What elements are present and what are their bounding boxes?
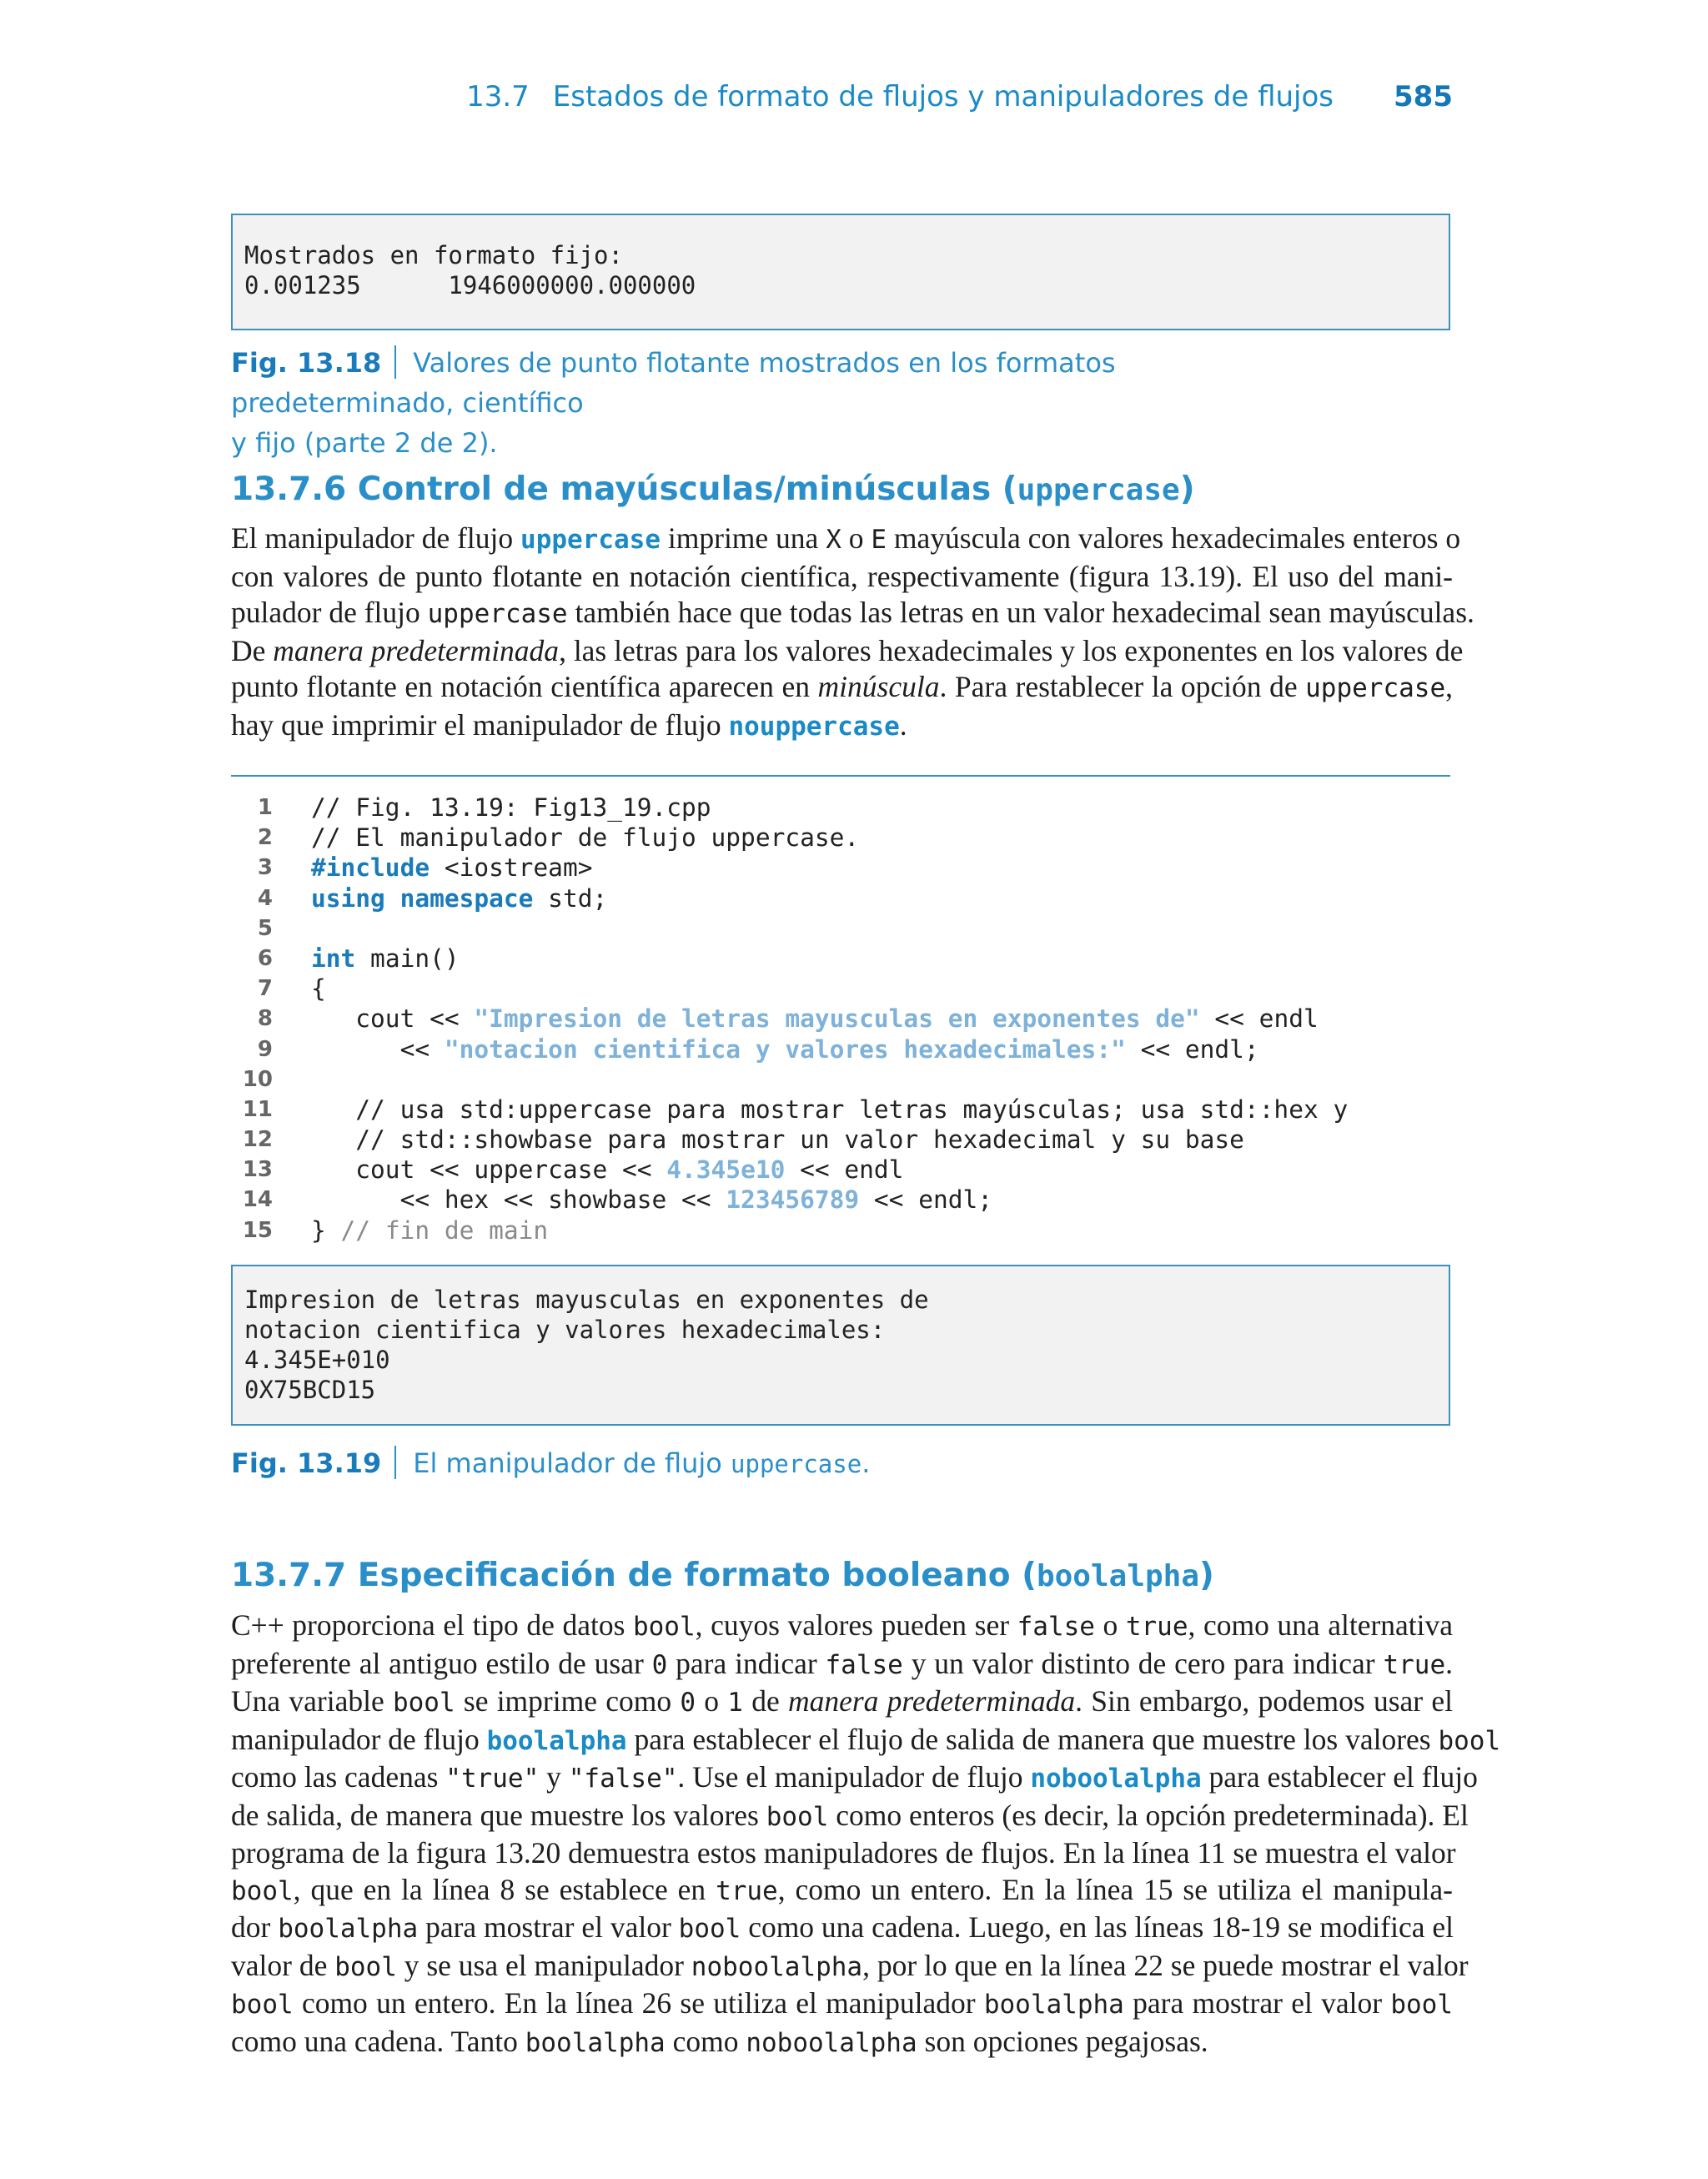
figure-label: Fig. 13.18 (231, 347, 382, 379)
text: , cuyos valores pueden ser (695, 1608, 1017, 1642)
code: bool (632, 1612, 696, 1642)
code-text: << endl (1199, 1004, 1319, 1034)
text: C++ proporciona el tipo de datos (231, 1608, 633, 1642)
code-line (231, 1004, 1450, 1034)
text: . Sin embargo, podemos usar el (1075, 1684, 1453, 1718)
code-line (231, 1125, 1450, 1155)
line-number: 8 (257, 1006, 273, 1032)
text-line (231, 1722, 1501, 1760)
text: . Para restablecer la opción de (939, 670, 1306, 703)
output-line: 4.345E+010 (244, 1346, 390, 1374)
code: uppercase (1305, 673, 1446, 703)
emphasis: manera predeterminada (273, 633, 560, 667)
text: y un valor distinto de cero para indicar (902, 1646, 1384, 1680)
code-number: 123456789 (726, 1185, 860, 1215)
code: noboolalpha (746, 2027, 917, 2058)
text: De (231, 633, 274, 667)
text: también hace que todas las letras en un valor hexadecimal sean mayúsculas. (567, 596, 1474, 629)
code-line (231, 1034, 1450, 1064)
line-number: 5 (257, 915, 273, 941)
code-line (231, 1095, 1450, 1125)
text: , como un entero. En la línea 15 se utiliza el manipula- (777, 1872, 1453, 1906)
text: para establecer el flujo (1201, 1760, 1478, 1794)
text: , como una alternativa (1188, 1608, 1454, 1642)
output-line: notacion cientifica y valores hexadecimales: (244, 1316, 886, 1344)
caption-text: y fijo (parte 2 de 2). (231, 427, 498, 459)
code-keyword: noboolalpha (1030, 1764, 1202, 1794)
text: o (1094, 1608, 1126, 1642)
text: . Use el manipulador de flujo (677, 1760, 1031, 1794)
section-number: 13.7.6 (231, 471, 347, 508)
code: true (716, 1875, 778, 1906)
code-text: << endl; (1125, 1034, 1259, 1064)
header-section-number: 13.7 (466, 80, 530, 113)
section-title-code: uppercase (1017, 473, 1180, 507)
text-line (231, 633, 1464, 670)
code-line (231, 883, 1450, 913)
code-comment: // std::showbase para mostrar un valor hexadecimal y su base (311, 1125, 1244, 1155)
text: . (899, 707, 907, 742)
code: boolalpha (278, 1914, 419, 1944)
code-keyword: int (311, 944, 356, 973)
text: como las cadenas (231, 1760, 446, 1794)
text: Una variable (231, 1684, 393, 1718)
text-line (231, 595, 1474, 633)
code-text: { (311, 974, 326, 1004)
figure-label: Fig. 13.19 (231, 1447, 382, 1479)
program-output-fig-13-19 (231, 1265, 1450, 1426)
text: , que en la línea 8 se establece en (293, 1872, 716, 1906)
text-line (231, 2024, 1453, 2062)
section-title: Especificación de formato booleano ( (357, 1557, 1037, 1594)
line-number: 10 (242, 1066, 273, 1092)
text: manipulador de flujo (231, 1722, 487, 1756)
text: punto flotante en notación científica aparecen en (231, 670, 818, 703)
text: , (1445, 670, 1453, 703)
code-keyword: uppercase (520, 525, 661, 555)
text-line (231, 1910, 1453, 1948)
text-line: programa de la figura 13.20 demuestra estos manipuladores de flujos. En la línea 11 se muestra el valor (231, 1836, 1456, 1870)
output-line: Impresion de letras mayusculas en exponentes de (244, 1286, 929, 1314)
code-text: std; (533, 883, 608, 913)
text: o (696, 1684, 728, 1718)
output-line: 0.001235 1946000000.000000 (244, 271, 696, 299)
code: "false" (568, 1764, 678, 1794)
caption-divider (394, 345, 396, 379)
code: boolalpha (983, 1990, 1124, 2020)
code: bool (231, 1990, 294, 2020)
caption-code: uppercase (731, 1450, 862, 1478)
text: se imprime como (455, 1684, 681, 1718)
code: noboolalpha (691, 1951, 863, 1982)
line-number: 6 (257, 945, 273, 971)
text: preferente al antiguo estilo de usar (231, 1646, 652, 1680)
output-line: 0X75BCD15 (244, 1376, 376, 1404)
code: bool (766, 1801, 829, 1832)
text: o (841, 521, 872, 555)
text: . (1445, 1646, 1453, 1680)
text: , las letras para los valores hexadecimales y los exponentes en los valores de (559, 633, 1464, 667)
caption-text: . (862, 1447, 871, 1479)
code-line (231, 823, 1450, 853)
text: para establecer el flujo de salida de manera que muestre los valores (626, 1722, 1439, 1756)
code-string: "Impresion de letras mayusculas en exponentes de" (474, 1004, 1200, 1034)
code: "true" (445, 1764, 540, 1794)
code: false (1017, 1612, 1095, 1642)
text-line (231, 1608, 1453, 1646)
text: hay que imprimir el manipulador de flujo (231, 707, 729, 742)
code-line (231, 793, 1450, 823)
code: bool (678, 1914, 741, 1944)
header-section-title: Estados de formato de flujos y manipuladores de flujos (552, 80, 1334, 113)
code-text: cout << (311, 1004, 475, 1034)
text-line (231, 521, 1461, 559)
code: 1 (727, 1688, 743, 1718)
text: mayúscula con valores hexadecimales enteros o (887, 521, 1461, 555)
code-text: << (311, 1034, 445, 1064)
code-listing-fig-13-19 (231, 793, 1450, 1246)
code-keyword: nouppercase (728, 711, 900, 742)
text: como enteros (es decir, la opción predeterminada). El (828, 1798, 1469, 1832)
figure-caption-13-19 (231, 1443, 1315, 1484)
text: , por lo que en la línea 22 se puede mostrar el valor (862, 1948, 1469, 1982)
text: de (742, 1684, 788, 1718)
text: pulador de flujo (231, 596, 428, 629)
text-line (231, 1985, 1453, 2024)
text-line (231, 1872, 1453, 1910)
code: 0 (651, 1649, 668, 1680)
text: y se usa el manipulador (396, 1948, 691, 1982)
code: uppercase (427, 599, 568, 629)
code-keyword: boolalpha (486, 1725, 627, 1756)
code: true (1383, 1649, 1446, 1680)
code: bool (1438, 1725, 1501, 1756)
text: como (665, 2024, 746, 2058)
caption-divider (394, 1446, 396, 1479)
line-number: 9 (257, 1036, 273, 1062)
code-text: <iostream> (430, 853, 593, 883)
code-text: << endl; (859, 1185, 993, 1215)
text: para mostrar el valor (1123, 1986, 1391, 2020)
code-text: cout << uppercase << (311, 1155, 667, 1185)
line-number: 2 (257, 825, 273, 851)
section-heading-13-7-7 (231, 1557, 1214, 1594)
code: E (871, 525, 887, 555)
code: true (1125, 1612, 1188, 1642)
text: para mostrar el valor (418, 1910, 679, 1944)
code-number: 4.345e10 (666, 1155, 786, 1185)
code-line (231, 1185, 1450, 1215)
figure-caption-13-18 (231, 343, 1315, 463)
line-number: 12 (242, 1127, 273, 1153)
page-number: 585 (1394, 80, 1453, 113)
code: 0 (680, 1688, 696, 1718)
text: valor de (231, 1948, 335, 1982)
text-line (231, 1798, 1469, 1836)
text-line (231, 1646, 1453, 1684)
text-line (231, 1948, 1469, 1986)
code: bool (1390, 1990, 1453, 2020)
line-number: 13 (242, 1157, 273, 1183)
code-line (231, 1064, 1450, 1095)
text: y (539, 1760, 569, 1794)
body-paragraph-uppercase (231, 521, 1474, 745)
text-line: con valores de punto flotante en notación científica, respectivamente (figura 13.19). El uso del mani- (231, 559, 1453, 593)
code-line (231, 853, 1450, 883)
code-comment: // usa std:uppercase para mostrar letras mayúsculas; usa std::hex y (311, 1095, 1349, 1124)
code: bool (392, 1688, 455, 1718)
program-output-fig-13-18 (231, 214, 1450, 330)
code: boolalpha (525, 2027, 666, 2058)
line-number: 11 (242, 1096, 273, 1122)
code: X (826, 525, 841, 555)
listing-top-rule (231, 775, 1450, 777)
caption-text: El manipulador de flujo (413, 1447, 731, 1479)
section-title-close: ) (1199, 1557, 1214, 1594)
line-number: 7 (257, 976, 273, 1002)
section-number: 13.7.7 (231, 1557, 347, 1594)
code-line (231, 974, 1450, 1004)
code-line (231, 1155, 1450, 1185)
running-header (0, 80, 1453, 113)
section-title: Control de mayúsculas/minúsculas ( (357, 471, 1017, 508)
code-text: << hex << showbase << (311, 1185, 726, 1215)
code-comment: // fin de main (340, 1215, 549, 1245)
code-text: main() (355, 944, 460, 973)
section-title-close: ) (1179, 471, 1195, 508)
text: como una cadena. Tanto (231, 2024, 525, 2058)
text-line (231, 1683, 1453, 1722)
code-line (231, 944, 1450, 974)
line-number: 3 (257, 855, 273, 881)
line-number: 4 (257, 885, 273, 911)
code-text: } (311, 1215, 341, 1245)
code-keyword: using namespace (311, 883, 534, 913)
emphasis: manera predeterminada (787, 1684, 1076, 1718)
text-line (231, 707, 1453, 746)
code: bool (334, 1951, 397, 1982)
text: para indicar (667, 1646, 826, 1680)
text: El manipulador de flujo (231, 521, 521, 555)
line-number: 1 (257, 795, 273, 820)
output-line: Mostrados en formato fijo: (244, 241, 623, 269)
text: como un entero. En la línea 26 se utiliza el manipulador (293, 1986, 984, 2020)
text: son opciones pegajosas. (917, 2024, 1208, 2058)
code: false (825, 1649, 903, 1680)
code-comment: // El manipulador de flujo uppercase. (311, 823, 860, 853)
text: dor (231, 1910, 279, 1944)
caption-text: Valores de punto flotante mostrados en los formatos predeterminado, científico (231, 347, 1116, 419)
body-paragraph-boolalpha (231, 1608, 1501, 2061)
emphasis: minúscula (817, 670, 940, 703)
text: como una cadena. Luego, en las líneas 18-19 se modifica el (741, 1910, 1454, 1944)
code-line (231, 913, 1450, 944)
text-line (231, 1759, 1478, 1798)
section-title-code: boolalpha (1036, 1559, 1200, 1593)
text-line (231, 669, 1453, 707)
line-number: 14 (242, 1187, 273, 1213)
text: de salida, de manera que muestre los valores (231, 1798, 766, 1832)
code: bool (231, 1875, 294, 1906)
section-heading-13-7-6 (231, 471, 1195, 508)
code-string: "notacion cientifica y valores hexadecimales:" (444, 1034, 1126, 1064)
code-comment: // Fig. 13.19: Fig13_19.cpp (311, 793, 711, 822)
code-text: << endl (785, 1155, 904, 1185)
line-number: 15 (242, 1217, 273, 1243)
text: imprime una (661, 521, 826, 555)
code-line (231, 1215, 1450, 1246)
code-keyword: #include (311, 853, 430, 883)
